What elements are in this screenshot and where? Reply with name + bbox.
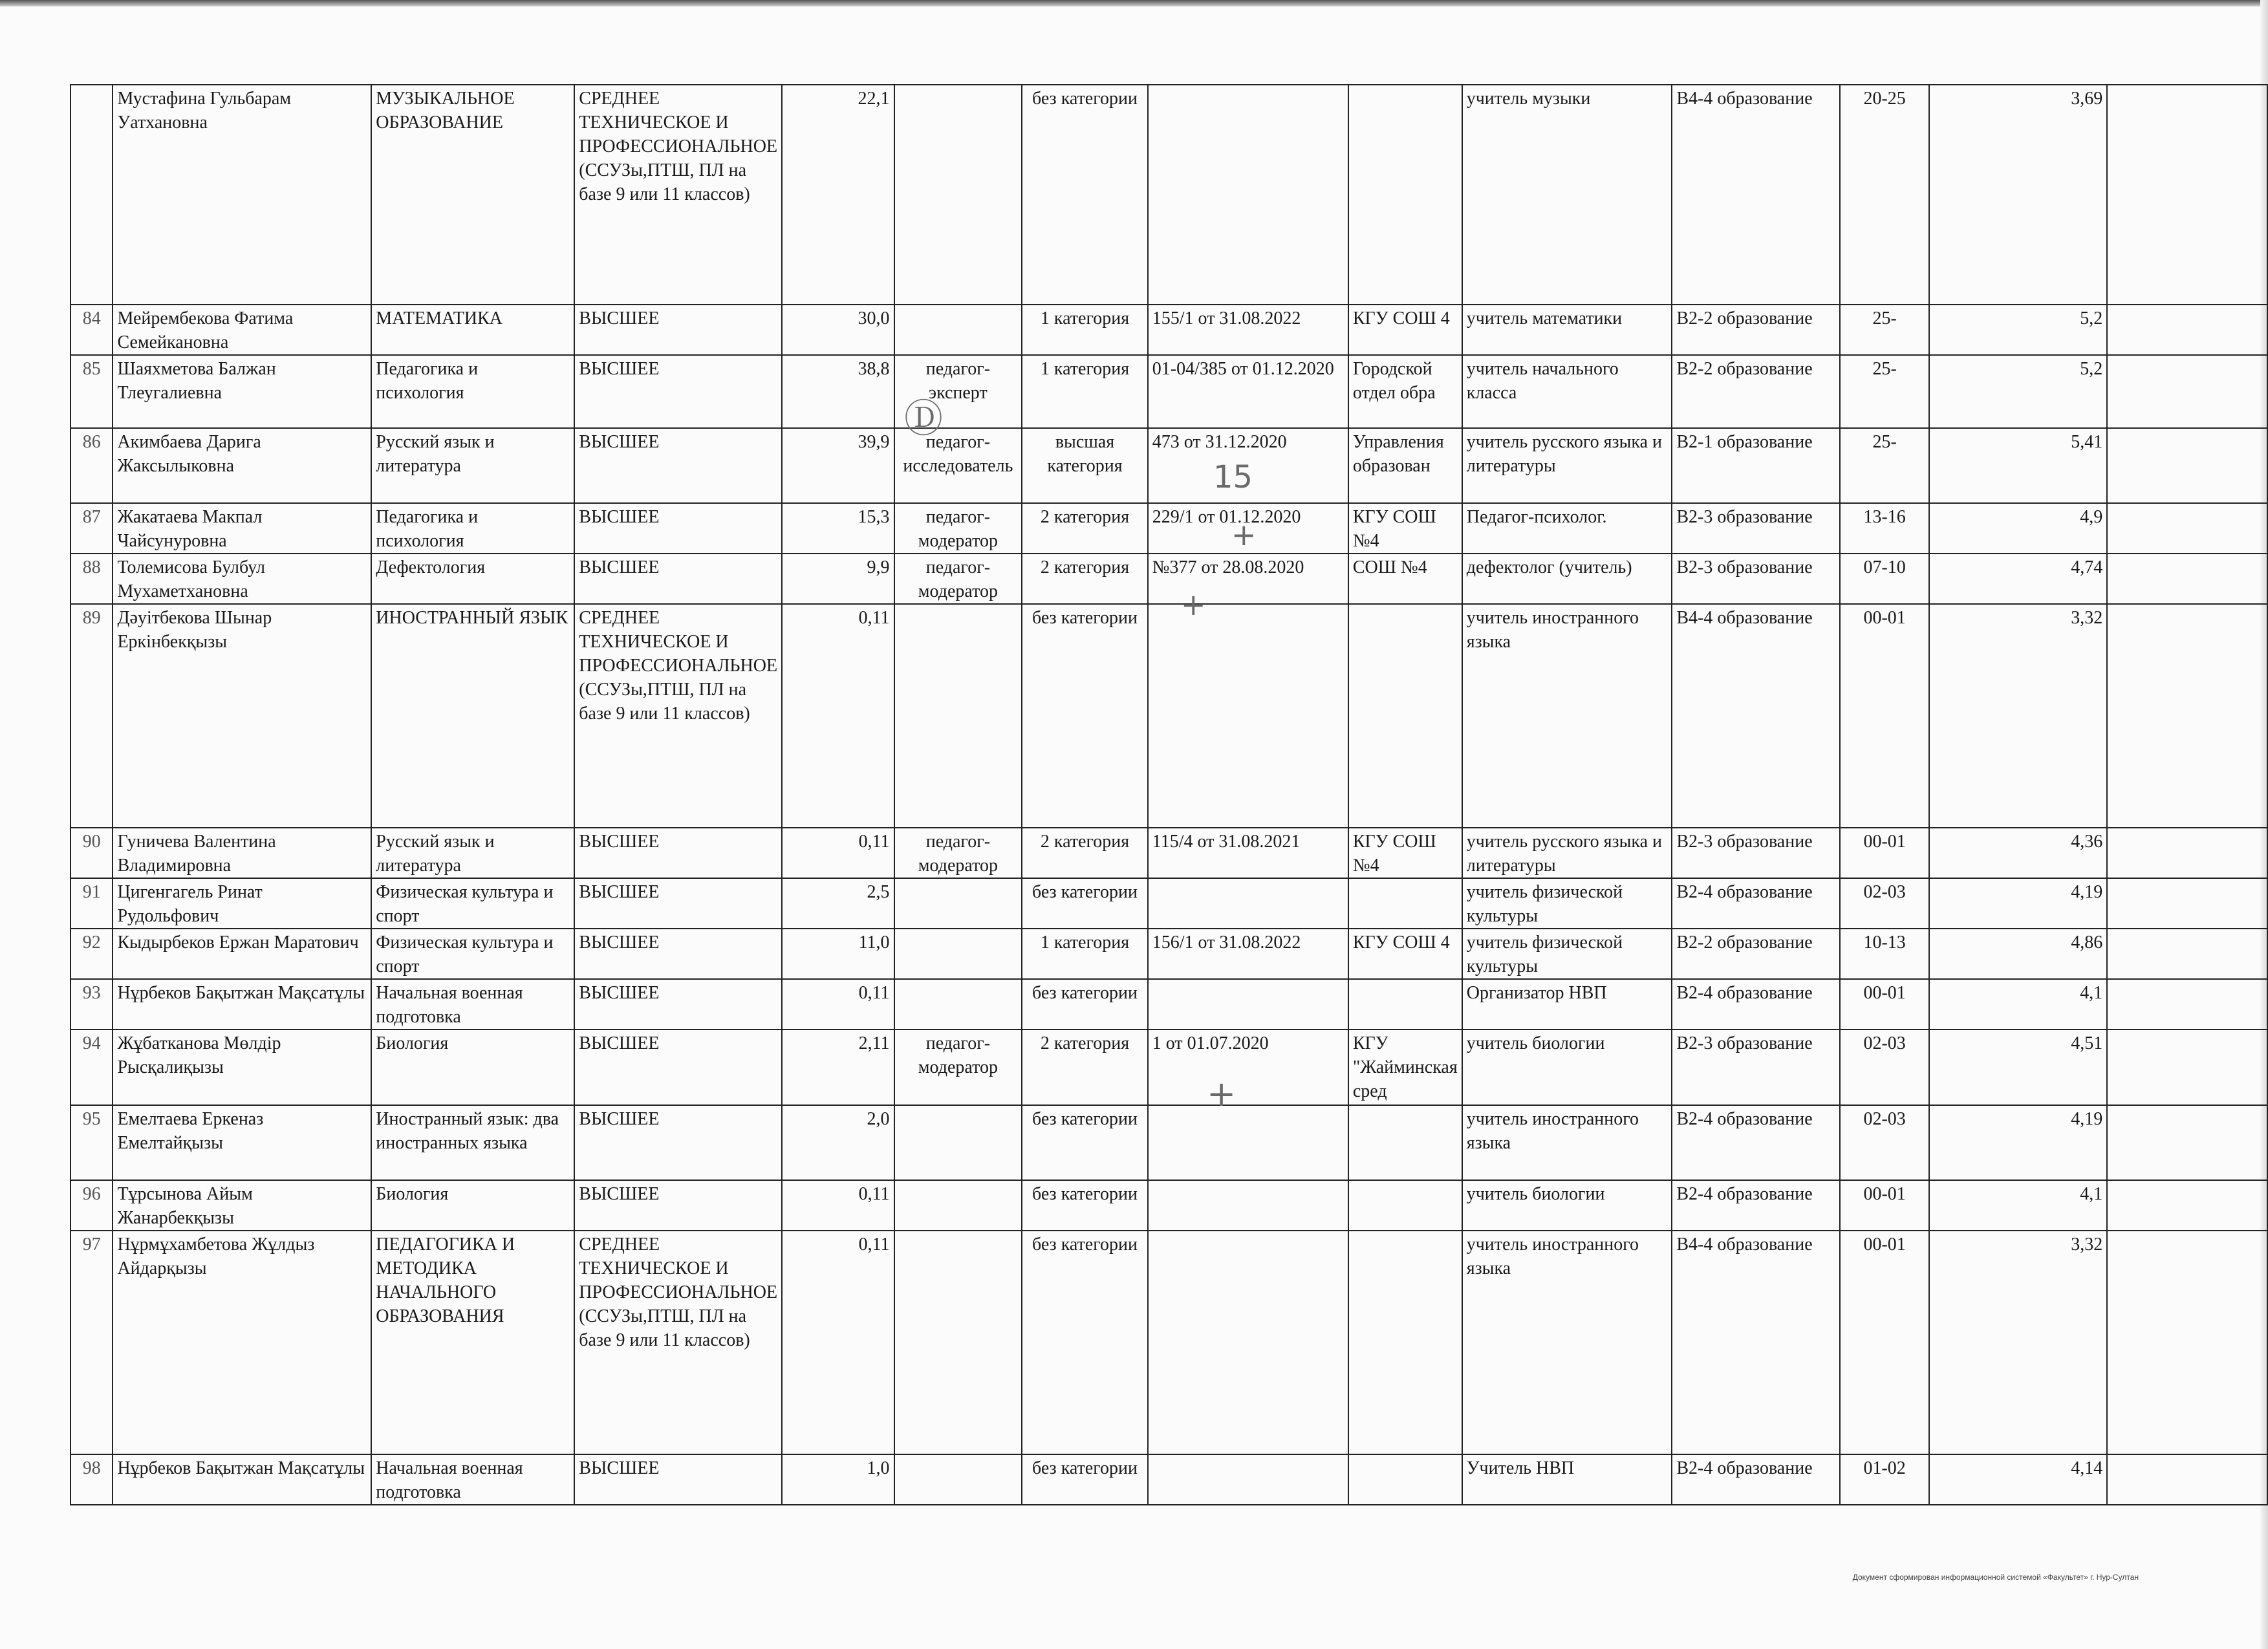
position-cell: учитель математики bbox=[1462, 305, 1672, 355]
experience-years-cell: 0,11 bbox=[782, 1180, 894, 1231]
hours-range-cell: 10-13 bbox=[1840, 929, 1929, 979]
position-cell: учитель физической культуры bbox=[1462, 929, 1672, 979]
handwritten-mark: 15 bbox=[1213, 459, 1253, 495]
salary-grade-cell: В2-3 образование bbox=[1672, 1029, 1840, 1105]
issuing-organization-cell bbox=[1348, 1105, 1462, 1180]
salary-grade-cell: В2-2 образование bbox=[1672, 929, 1840, 979]
category-cell: без категории bbox=[1022, 1454, 1148, 1505]
table-row bbox=[70, 428, 2267, 503]
qualification-cell: педагог-модератор bbox=[894, 554, 1022, 604]
employee-name-cell: Мейрембекова Фатима Семейкановна bbox=[113, 305, 371, 355]
blank-cell-cell bbox=[2107, 428, 2267, 503]
employee-name-cell: Жұбатканова Мөлдір Рысқалиқызы bbox=[113, 1029, 371, 1105]
qualification-cell bbox=[894, 1454, 1022, 1505]
blank-cell-cell bbox=[2107, 929, 2267, 979]
category-cell: без категории bbox=[1022, 604, 1148, 828]
order-reference-cell bbox=[1148, 1231, 1348, 1454]
education-level-cell: ВЫСШЕЕ bbox=[574, 428, 782, 503]
hours-range-cell: 20-25 bbox=[1840, 85, 1929, 305]
experience-years-cell: 9,9 bbox=[782, 554, 894, 604]
staff-registry-sheet bbox=[70, 84, 2268, 1505]
scan-edge bbox=[0, 0, 2268, 6]
table-row bbox=[70, 878, 2267, 929]
specialty-cell: Педагогика и психология bbox=[371, 503, 574, 554]
blank-cell-cell bbox=[2107, 85, 2267, 305]
row-number-cell: 97 bbox=[70, 1231, 113, 1454]
coefficient-cell: 4,19 bbox=[1929, 1105, 2107, 1180]
coefficient-cell: 4,1 bbox=[1929, 1180, 2107, 1231]
salary-grade-cell: В2-4 образование bbox=[1672, 1180, 1840, 1231]
employee-name-cell: Шаяхметова Балжан Тлеугалиевна bbox=[113, 355, 371, 428]
hours-range-cell: 00-01 bbox=[1840, 979, 1929, 1029]
specialty-cell: Иностранный язык: два иностранных языка bbox=[371, 1105, 574, 1180]
table-row bbox=[70, 1029, 2267, 1105]
coefficient-cell: 3,69 bbox=[1929, 85, 2107, 305]
position-cell: учитель иностранного языка bbox=[1462, 1105, 1672, 1180]
experience-years-cell: 2,0 bbox=[782, 1105, 894, 1180]
experience-years-cell: 30,0 bbox=[782, 305, 894, 355]
blank-cell-cell bbox=[2107, 1231, 2267, 1454]
category-cell: без категории bbox=[1022, 1105, 1148, 1180]
coefficient-cell: 3,32 bbox=[1929, 1231, 2107, 1454]
specialty-cell: Русский язык и литература bbox=[371, 428, 574, 503]
position-cell: Педагог-психолог. bbox=[1462, 503, 1672, 554]
issuing-organization-cell: СОШ №4 bbox=[1348, 554, 1462, 604]
table-row bbox=[70, 979, 2267, 1029]
employee-name-cell: Нұрбеков Бақытжан Мақсатұлы bbox=[113, 979, 371, 1029]
employee-name-cell: Цигенгагель Ринат Рудольфович bbox=[113, 878, 371, 929]
row-number-cell: 96 bbox=[70, 1180, 113, 1231]
table-row bbox=[70, 828, 2267, 878]
blank-cell-cell bbox=[2107, 604, 2267, 828]
table-row bbox=[70, 305, 2267, 355]
handwritten-mark: Ⓓ bbox=[904, 396, 943, 442]
qualification-cell bbox=[894, 929, 1022, 979]
qualification-cell bbox=[894, 1231, 1022, 1454]
salary-grade-cell: В4-4 образование bbox=[1672, 1231, 1840, 1454]
coefficient-cell: 4,51 bbox=[1929, 1029, 2107, 1105]
coefficient-cell: 4,19 bbox=[1929, 878, 2107, 929]
qualification-cell: педагог-модератор bbox=[894, 1029, 1022, 1105]
coefficient-cell: 4,14 bbox=[1929, 1454, 2107, 1505]
order-reference-cell: 1 от 01.07.2020 bbox=[1148, 1029, 1348, 1105]
table-row bbox=[70, 503, 2267, 554]
order-reference-cell: 156/1 от 31.08.2022 bbox=[1148, 929, 1348, 979]
specialty-cell: Биология bbox=[371, 1180, 574, 1231]
experience-years-cell: 0,11 bbox=[782, 1231, 894, 1454]
table-row bbox=[70, 1454, 2267, 1505]
row-number-cell: 93 bbox=[70, 979, 113, 1029]
row-number-cell: 90 bbox=[70, 828, 113, 878]
issuing-organization-cell bbox=[1348, 85, 1462, 305]
category-cell: 1 категория bbox=[1022, 929, 1148, 979]
order-reference-cell: 115/4 от 31.08.2021 bbox=[1148, 828, 1348, 878]
education-level-cell: ВЫСШЕЕ bbox=[574, 878, 782, 929]
specialty-cell: Биология bbox=[371, 1029, 574, 1105]
education-level-cell: ВЫСШЕЕ bbox=[574, 979, 782, 1029]
position-cell: учитель русского языка и литературы bbox=[1462, 828, 1672, 878]
salary-grade-cell: В4-4 образование bbox=[1672, 604, 1840, 828]
order-reference-cell bbox=[1148, 1454, 1348, 1505]
qualification-cell: педагог-исследователь bbox=[894, 428, 1022, 503]
experience-years-cell: 15,3 bbox=[782, 503, 894, 554]
blank-cell-cell bbox=[2107, 878, 2267, 929]
coefficient-cell: 5,41 bbox=[1929, 428, 2107, 503]
qualification-cell: педагог-модератор bbox=[894, 503, 1022, 554]
qualification-cell bbox=[894, 1180, 1022, 1231]
education-level-cell: ВЫСШЕЕ bbox=[574, 1105, 782, 1180]
blank-cell-cell bbox=[2107, 828, 2267, 878]
staff-table bbox=[70, 84, 2268, 1505]
issuing-organization-cell bbox=[1348, 979, 1462, 1029]
position-cell: учитель физической культуры bbox=[1462, 878, 1672, 929]
salary-grade-cell: В2-1 образование bbox=[1672, 428, 1840, 503]
education-level-cell: ВЫСШЕЕ bbox=[574, 1454, 782, 1505]
education-level-cell: ВЫСШЕЕ bbox=[574, 554, 782, 604]
experience-years-cell: 0,11 bbox=[782, 828, 894, 878]
hours-range-cell: 25- bbox=[1840, 428, 1929, 503]
employee-name-cell: Акимбаева Дарига Жаксылыковна bbox=[113, 428, 371, 503]
position-cell: учитель биологии bbox=[1462, 1029, 1672, 1105]
staff-table-body bbox=[70, 85, 2267, 1505]
issuing-organization-cell: Городской отдел обра bbox=[1348, 355, 1462, 428]
category-cell: 2 категория bbox=[1022, 503, 1148, 554]
hours-range-cell: 01-02 bbox=[1840, 1454, 1929, 1505]
row-number-cell: 87 bbox=[70, 503, 113, 554]
order-reference-cell: №377 от 28.08.2020 bbox=[1148, 554, 1348, 604]
qualification-cell: педагог-модератор bbox=[894, 828, 1022, 878]
hours-range-cell: 00-01 bbox=[1840, 1231, 1929, 1454]
order-reference-cell: 155/1 от 31.08.2022 bbox=[1148, 305, 1348, 355]
specialty-cell: МАТЕМАТИКА bbox=[371, 305, 574, 355]
experience-years-cell: 0,11 bbox=[782, 979, 894, 1029]
category-cell: 1 категория bbox=[1022, 355, 1148, 428]
coefficient-cell: 5,2 bbox=[1929, 355, 2107, 428]
position-cell: Учитель НВП bbox=[1462, 1454, 1672, 1505]
position-cell: учитель музыки bbox=[1462, 85, 1672, 305]
blank-cell-cell bbox=[2107, 355, 2267, 428]
coefficient-cell: 4,9 bbox=[1929, 503, 2107, 554]
order-reference-cell bbox=[1148, 878, 1348, 929]
experience-years-cell: 0,11 bbox=[782, 604, 894, 828]
category-cell: без категории bbox=[1022, 85, 1148, 305]
experience-years-cell: 1,0 bbox=[782, 1454, 894, 1505]
table-row bbox=[70, 85, 2267, 305]
row-number-cell: 88 bbox=[70, 554, 113, 604]
specialty-cell: Физическая культура и спорт bbox=[371, 878, 574, 929]
order-reference-cell bbox=[1148, 604, 1348, 828]
hours-range-cell: 02-03 bbox=[1840, 1029, 1929, 1105]
hours-range-cell: 00-01 bbox=[1840, 828, 1929, 878]
employee-name-cell: Кыдырбеков Ержан Маратович bbox=[113, 929, 371, 979]
issuing-organization-cell: КГУ СОШ 4 bbox=[1348, 305, 1462, 355]
salary-grade-cell: В2-4 образование bbox=[1672, 1454, 1840, 1505]
specialty-cell: ИНОСТРАННЫЙ ЯЗЫК bbox=[371, 604, 574, 828]
education-level-cell: ВЫСШЕЕ bbox=[574, 929, 782, 979]
table-row bbox=[70, 929, 2267, 979]
handwritten-mark: + bbox=[1207, 1073, 1237, 1114]
row-number-cell: 89 bbox=[70, 604, 113, 828]
salary-grade-cell: В2-4 образование bbox=[1672, 979, 1840, 1029]
hours-range-cell: 02-03 bbox=[1840, 1105, 1929, 1180]
table-row bbox=[70, 1180, 2267, 1231]
order-reference-cell bbox=[1148, 85, 1348, 305]
blank-cell-cell bbox=[2107, 979, 2267, 1029]
issuing-organization-cell bbox=[1348, 1454, 1462, 1505]
issuing-organization-cell: КГУ "Жайминская сред bbox=[1348, 1029, 1462, 1105]
blank-cell-cell bbox=[2107, 305, 2267, 355]
employee-name-cell: Мустафина Гульбарам Уатхановна bbox=[113, 85, 371, 305]
position-cell: учитель иностранного языка bbox=[1462, 1231, 1672, 1454]
order-reference-cell bbox=[1148, 979, 1348, 1029]
education-level-cell: СРЕДНЕЕ ТЕХНИЧЕСКОЕ И ПРОФЕССИОНАЛЬНОЕ (ССУЗы,ПТШ, ПЛ на базе 9 или 11 классов) bbox=[574, 1231, 782, 1454]
table-row bbox=[70, 604, 2267, 828]
specialty-cell: Начальная военная подготовка bbox=[371, 1454, 574, 1505]
coefficient-cell: 3,32 bbox=[1929, 604, 2107, 828]
table-row bbox=[70, 355, 2267, 428]
coefficient-cell: 4,1 bbox=[1929, 979, 2107, 1029]
blank-cell-cell bbox=[2107, 1454, 2267, 1505]
blank-cell-cell bbox=[2107, 554, 2267, 604]
specialty-cell: Физическая культура и спорт bbox=[371, 929, 574, 979]
specialty-cell: МУЗЫКАЛЬНОЕ ОБРАЗОВАНИЕ bbox=[371, 85, 574, 305]
issuing-organization-cell: Управления образован bbox=[1348, 428, 1462, 503]
education-level-cell: ВЫСШЕЕ bbox=[574, 305, 782, 355]
order-reference-cell bbox=[1148, 1180, 1348, 1231]
blank-cell-cell bbox=[2107, 1105, 2267, 1180]
education-level-cell: ВЫСШЕЕ bbox=[574, 355, 782, 428]
category-cell: без категории bbox=[1022, 878, 1148, 929]
handwritten-mark: + bbox=[1231, 517, 1257, 552]
order-reference-cell: 01-04/385 от 01.12.2020 bbox=[1148, 355, 1348, 428]
hours-range-cell: 25- bbox=[1840, 305, 1929, 355]
employee-name-cell: Дәуітбекова Шынар Еркінбекқызы bbox=[113, 604, 371, 828]
salary-grade-cell: В2-3 образование bbox=[1672, 503, 1840, 554]
handwritten-mark: + bbox=[1181, 587, 1206, 622]
row-number-cell: 95 bbox=[70, 1105, 113, 1180]
education-level-cell: ВЫСШЕЕ bbox=[574, 828, 782, 878]
employee-name-cell: Тұрсынова Айым Жанарбекқызы bbox=[113, 1180, 371, 1231]
position-cell: Организатор НВП bbox=[1462, 979, 1672, 1029]
hours-range-cell: 07-10 bbox=[1840, 554, 1929, 604]
education-level-cell: СРЕДНЕЕ ТЕХНИЧЕСКОЕ И ПРОФЕССИОНАЛЬНОЕ (ССУЗы,ПТШ, ПЛ на базе 9 или 11 классов) bbox=[574, 604, 782, 828]
salary-grade-cell: В2-2 образование bbox=[1672, 355, 1840, 428]
salary-grade-cell: В2-4 образование bbox=[1672, 1105, 1840, 1180]
experience-years-cell: 38,8 bbox=[782, 355, 894, 428]
hours-range-cell: 02-03 bbox=[1840, 878, 1929, 929]
issuing-organization-cell bbox=[1348, 878, 1462, 929]
position-cell: дефектолог (учитель) bbox=[1462, 554, 1672, 604]
issuing-organization-cell: КГУ СОШ №4 bbox=[1348, 503, 1462, 554]
salary-grade-cell: В2-2 образование bbox=[1672, 305, 1840, 355]
hours-range-cell: 00-01 bbox=[1840, 1180, 1929, 1231]
blank-cell-cell bbox=[2107, 1029, 2267, 1105]
row-number-cell bbox=[70, 85, 113, 305]
specialty-cell: Русский язык и литература bbox=[371, 828, 574, 878]
issuing-organization-cell bbox=[1348, 1180, 1462, 1231]
blank-cell-cell bbox=[2107, 1180, 2267, 1231]
category-cell: высшая категория bbox=[1022, 428, 1148, 503]
hours-range-cell: 00-01 bbox=[1840, 604, 1929, 828]
category-cell: 1 категория bbox=[1022, 305, 1148, 355]
category-cell: без категории bbox=[1022, 1231, 1148, 1454]
salary-grade-cell: В2-3 образование bbox=[1672, 554, 1840, 604]
experience-years-cell: 11,0 bbox=[782, 929, 894, 979]
category-cell: без категории bbox=[1022, 979, 1148, 1029]
row-number-cell: 94 bbox=[70, 1029, 113, 1105]
issuing-organization-cell bbox=[1348, 1231, 1462, 1454]
coefficient-cell: 4,74 bbox=[1929, 554, 2107, 604]
specialty-cell: Педагогика и психология bbox=[371, 355, 574, 428]
order-reference-cell: 229/1 от 01.12.2020 bbox=[1148, 503, 1348, 554]
employee-name-cell: Жакатаева Макпал Чайсунуровна bbox=[113, 503, 371, 554]
experience-years-cell: 2,5 bbox=[782, 878, 894, 929]
education-level-cell: ВЫСШЕЕ bbox=[574, 503, 782, 554]
order-reference-cell: 473 от 31.12.2020 bbox=[1148, 428, 1348, 503]
qualification-cell bbox=[894, 878, 1022, 929]
row-number-cell: 84 bbox=[70, 305, 113, 355]
salary-grade-cell: В2-4 образование bbox=[1672, 878, 1840, 929]
position-cell: учитель русского языка и литературы bbox=[1462, 428, 1672, 503]
issuing-organization-cell: КГУ СОШ 4 bbox=[1348, 929, 1462, 979]
qualification-cell bbox=[894, 85, 1022, 305]
employee-name-cell: Толемисова Булбул Мухаметхановна bbox=[113, 554, 371, 604]
coefficient-cell: 4,86 bbox=[1929, 929, 2107, 979]
education-level-cell: ВЫСШЕЕ bbox=[574, 1180, 782, 1231]
issuing-organization-cell bbox=[1348, 604, 1462, 828]
order-reference-cell bbox=[1148, 1105, 1348, 1180]
blank-cell-cell bbox=[2107, 503, 2267, 554]
row-number-cell: 92 bbox=[70, 929, 113, 979]
hours-range-cell: 25- bbox=[1840, 355, 1929, 428]
experience-years-cell: 39,9 bbox=[782, 428, 894, 503]
category-cell: 2 категория bbox=[1022, 828, 1148, 878]
qualification-cell bbox=[894, 979, 1022, 1029]
experience-years-cell: 22,1 bbox=[782, 85, 894, 305]
category-cell: без категории bbox=[1022, 1180, 1148, 1231]
employee-name-cell: Нұрмұхамбетова Жұлдыз Айдарқызы bbox=[113, 1231, 371, 1454]
education-level-cell: СРЕДНЕЕ ТЕХНИЧЕСКОЕ И ПРОФЕССИОНАЛЬНОЕ (ССУЗы,ПТШ, ПЛ на базе 9 или 11 классов) bbox=[574, 85, 782, 305]
position-cell: учитель начального класса bbox=[1462, 355, 1672, 428]
issuing-organization-cell: КГУ СОШ №4 bbox=[1348, 828, 1462, 878]
position-cell: учитель иностранного языка bbox=[1462, 604, 1672, 828]
experience-years-cell: 2,11 bbox=[782, 1029, 894, 1105]
row-number-cell: 86 bbox=[70, 428, 113, 503]
education-level-cell: ВЫСШЕЕ bbox=[574, 1029, 782, 1105]
table-row bbox=[70, 1105, 2267, 1180]
employee-name-cell: Емелтаева Еркеназ Емелтайқызы bbox=[113, 1105, 371, 1180]
employee-name-cell: Нұрбеков Бақытжан Мақсатұлы bbox=[113, 1454, 371, 1505]
document-footer-note: Документ сформирован информационной системой «Факультет» г. Нур-Султан bbox=[1852, 1573, 2139, 1582]
qualification-cell bbox=[894, 604, 1022, 828]
position-cell: учитель биологии bbox=[1462, 1180, 1672, 1231]
table-row bbox=[70, 1231, 2267, 1454]
salary-grade-cell: В2-3 образование bbox=[1672, 828, 1840, 878]
coefficient-cell: 5,2 bbox=[1929, 305, 2107, 355]
qualification-cell bbox=[894, 305, 1022, 355]
row-number-cell: 98 bbox=[70, 1454, 113, 1505]
row-number-cell: 91 bbox=[70, 878, 113, 929]
specialty-cell: Начальная военная подготовка bbox=[371, 979, 574, 1029]
qualification-cell: педагог-эксперт bbox=[894, 355, 1022, 428]
category-cell: 2 категория bbox=[1022, 1029, 1148, 1105]
employee-name-cell: Гуничева Валентина Владимировна bbox=[113, 828, 371, 878]
table-row bbox=[70, 554, 2267, 604]
qualification-cell bbox=[894, 1105, 1022, 1180]
coefficient-cell: 4,36 bbox=[1929, 828, 2107, 878]
salary-grade-cell: В4-4 образование bbox=[1672, 85, 1840, 305]
hours-range-cell: 13-16 bbox=[1840, 503, 1929, 554]
specialty-cell: Дефектология bbox=[371, 554, 574, 604]
row-number-cell: 85 bbox=[70, 355, 113, 428]
category-cell: 2 категория bbox=[1022, 554, 1148, 604]
specialty-cell: ПЕДАГОГИКА И МЕТОДИКА НАЧАЛЬНОГО ОБРАЗОВАНИЯ bbox=[371, 1231, 574, 1454]
